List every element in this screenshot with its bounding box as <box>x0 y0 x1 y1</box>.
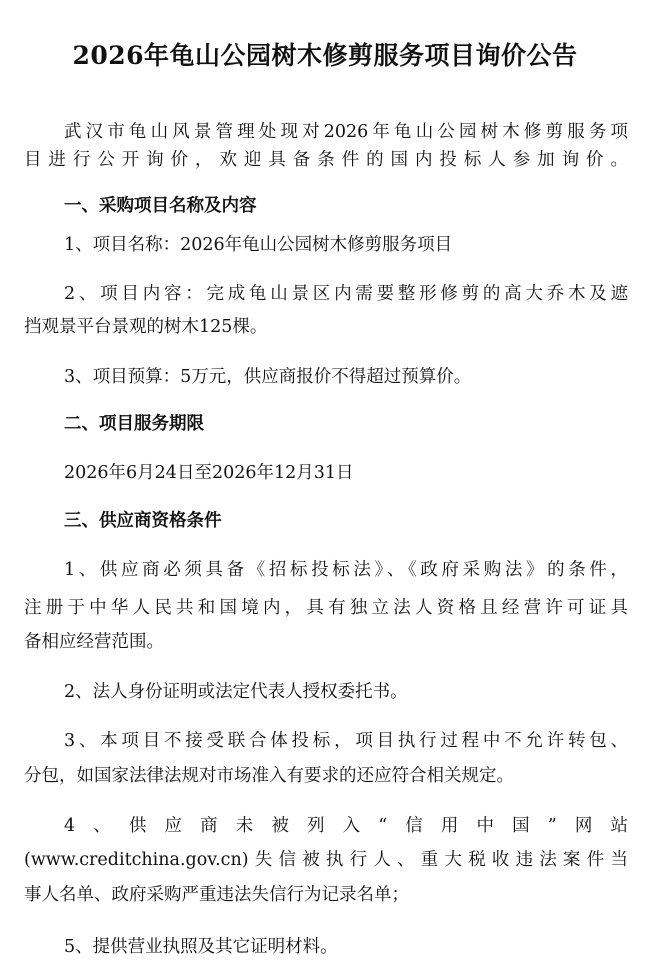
project-content-line: 挡观景平台景观的树木125棵。 <box>24 317 268 337</box>
intro-line: 武汉市龟山风景管理处现对2026年龟山公园树木修剪服务项 <box>64 122 628 142</box>
qualification-line: 备相应经营范围。 <box>24 632 164 652</box>
qualification-item-2: 2、法人身份证明或法定代表人授权委托书。 <box>64 682 408 702</box>
intro-line: 目进行公开询价，欢迎具备条件的国内投标人参加询价。 <box>24 150 628 170</box>
section-heading-service-period: 二、项目服务期限 <box>64 414 204 434</box>
qualification-line: 分包，如国家法律法规对市场准入有要求的还应符合相关规定。 <box>24 766 514 786</box>
qualification-line: 4、供应商未被列入“信用中国”网站 <box>64 816 628 836</box>
project-budget-item: 3、项目预算：5万元，供应商报价不得超过预算价。 <box>64 367 472 387</box>
section-heading-procurement: 一、采购项目名称及内容 <box>64 196 257 216</box>
qualification-line: 3、本项目不接受联合体投标，项目执行过程中不允许转包、 <box>64 731 628 751</box>
qualification-line: 注册于中华人民共和国境内，具有独立法人资格且经营许可证具 <box>24 598 628 618</box>
qualification-line: 事人名单、政府采购严重违法失信行为记录名单； <box>24 885 409 905</box>
service-period-text: 2026年6月24日至2026年12月31日 <box>64 463 354 483</box>
qualification-line: 1、供应商必须具备《招标投标法》、《政府采购法》的条件， <box>64 560 628 580</box>
project-name-item: 1、项目名称：2026年龟山公园树木修剪服务项目 <box>64 235 453 255</box>
qualification-item-5: 5、提供营业执照及其它证明材料。 <box>64 937 338 957</box>
document-title: 2026年龟山公园树木修剪服务项目询价公告 <box>72 41 578 70</box>
qualification-line: (www.creditchina.gov.cn)失信被执行人、重大税收违法案件当 <box>24 850 628 870</box>
section-heading-qualifications: 三、供应商资格条件 <box>64 511 222 531</box>
project-content-line: 2、项目内容：完成龟山景区内需要整形修剪的高大乔木及遮 <box>64 284 628 304</box>
